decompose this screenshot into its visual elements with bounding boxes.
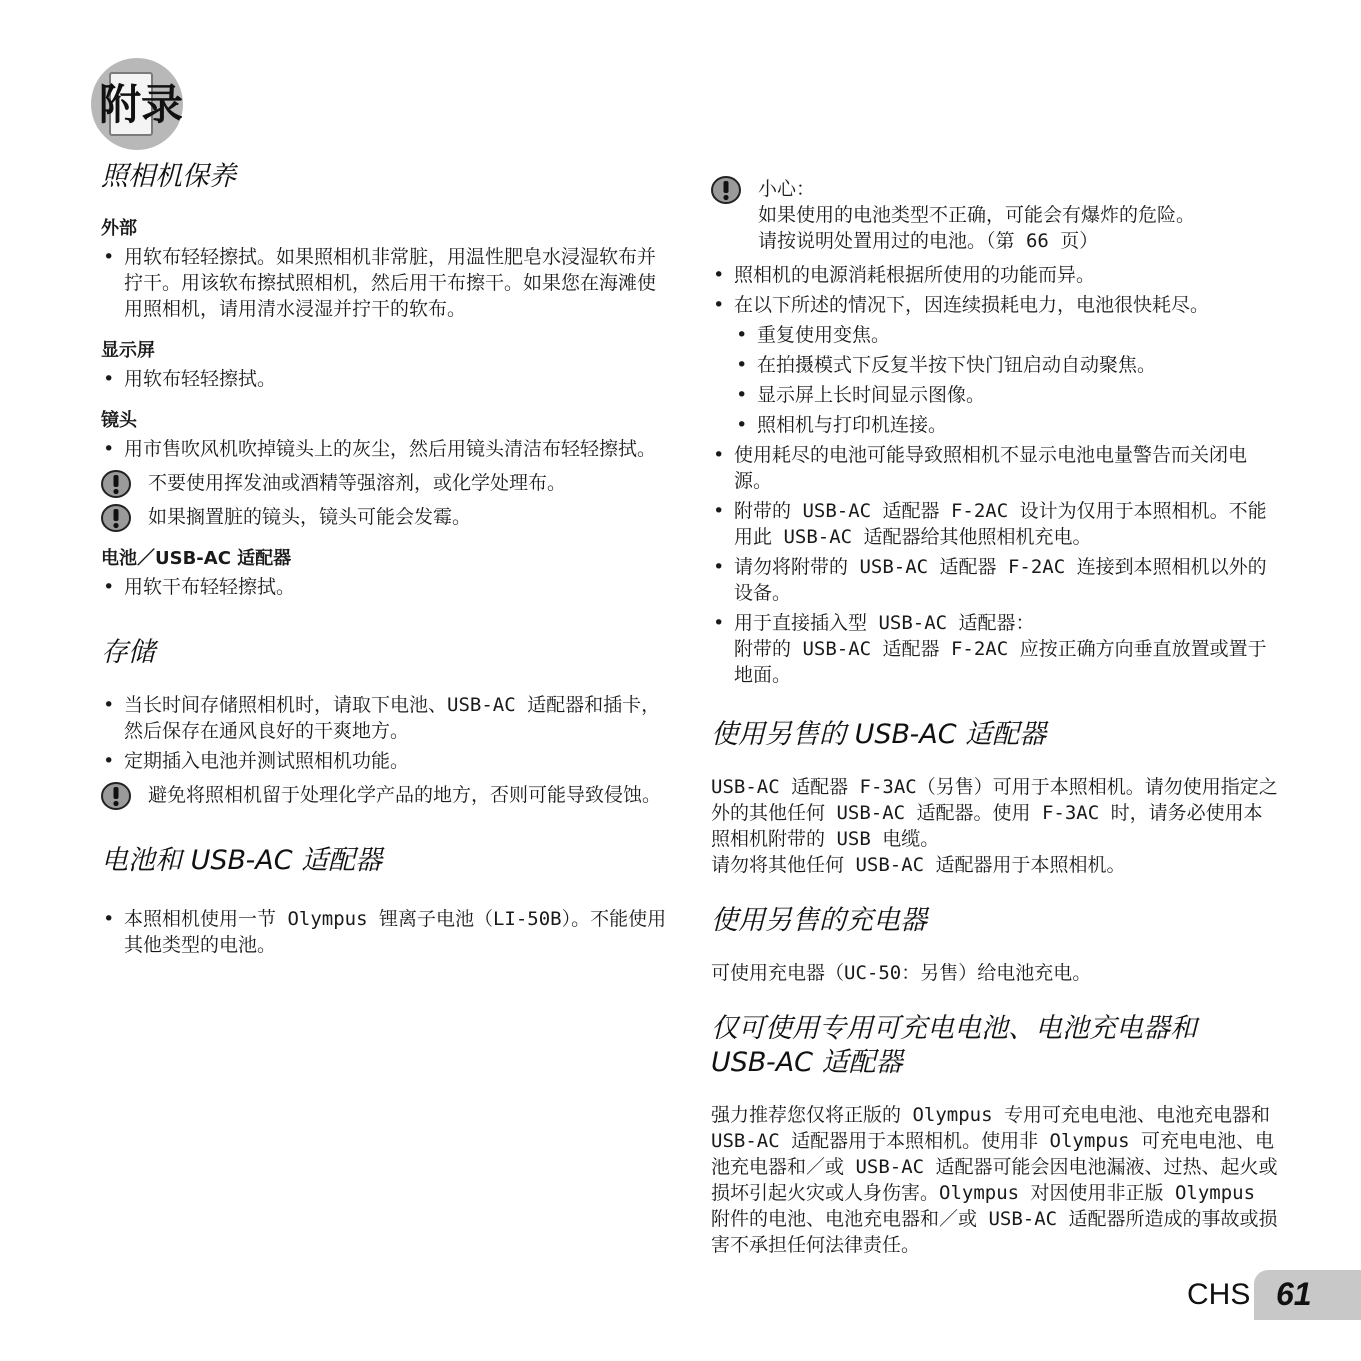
list-item: • 在以下所述的情况下，因连续损耗电力，电池很快耗尽。 <box>711 292 1281 318</box>
list-item: • 使用耗尽的电池可能导致照相机不显示电池电量警告而关闭电源。 <box>711 442 1281 494</box>
list-item: • 用软干布轻轻擦拭。 <box>101 574 671 600</box>
battery-notes-list <box>711 262 1281 318</box>
list-item: • 附带的 USB-AC 适配器 F-2AC 设计为仅用于本照相机。不能用此 USB-AC 适配器给其他照相机充电。 <box>711 498 1281 550</box>
paragraph: 强力推荐您仅将正版的 Olympus 专用可充电电池、电池充电器和 USB-AC 适配器用于本照相机。使用非 Olympus 可充电电池、电池充电器和／或 USB-AC 适配器可能会因电池漏液、过热、起火或损坏引起火灾或人身伤害。Olympus 对因使用非正版 Olympus 附件的电池、电池充电器和／或 USB-AC 适配器所造成的事故或损害不承担任何法律责任。 <box>711 1104 1278 1256</box>
right-column <box>711 168 1281 1258</box>
list-item <box>711 610 1281 688</box>
caution-note <box>101 782 671 808</box>
list-item: • 用市售吹风机吹掉镜头上的灰尘，然后用镜头清洁布轻轻擦拭。 <box>101 436 671 462</box>
caution-icon <box>101 504 131 532</box>
caution-line: 如果使用的电池类型不正确，可能会有爆炸的危险。 <box>758 204 1196 226</box>
appendix-badge <box>91 58 183 150</box>
page-number-box <box>1254 1270 1361 1320</box>
battery-notes-list-2 <box>711 442 1281 688</box>
left-column <box>101 160 671 962</box>
list-item-line: • 用于直接插入型 USB-AC 适配器： <box>734 612 1035 634</box>
caution-icon <box>711 176 741 204</box>
list-item: • 照相机的电源消耗根据所使用的功能而异。 <box>711 262 1281 288</box>
caution-icon <box>101 782 131 810</box>
caution-note <box>101 504 671 530</box>
list-item: • 当长时间存储照相机时，请取下电池、USB-AC 适配器和插卡，然后保存在通风良好的干爽地方。 <box>101 692 671 744</box>
sub-list <box>734 322 1281 438</box>
paragraph: USB-AC 适配器 F-3AC（另售）可用于本照相机。请勿使用指定之外的其他任何 USB-AC 适配器。使用 F-3AC 时，请务必使用本照相机附带的 USB 电缆。 <box>711 776 1278 850</box>
list-item: • 请勿将附带的 USB-AC 适配器 F-2AC 连接到本照相机以外的设备。 <box>711 554 1281 606</box>
battery-usbac-list <box>101 906 671 958</box>
page-number: 61 <box>1276 1276 1312 1312</box>
page-title: 附录 <box>99 80 184 129</box>
section-heading-battery-usbac: 电池和 USB-AC 适配器 <box>101 844 671 884</box>
paragraph: 可使用充电器（UC-50：另售）给电池充电。 <box>711 962 1092 984</box>
caution-text: 如果搁置脏的镜头，镜头可能会发霉。 <box>148 506 472 528</box>
caution-title: 小心： <box>758 178 816 200</box>
subheading-monitor: 显示屏 <box>101 340 155 361</box>
monitor-list <box>101 366 671 392</box>
section-heading-genuine: 仅可使用专用可充电电池、电池充电器和 USB-AC 适配器 <box>711 1012 1281 1086</box>
sub-list-item: • 照相机与打印机连接。 <box>734 412 1281 438</box>
subheading-battery-adapter: 电池／USB-AC 适配器 <box>101 548 292 569</box>
sub-list-item: • 显示屏上长时间显示图像。 <box>734 382 1281 408</box>
section-heading-care: 照相机保养 <box>101 160 671 200</box>
lens-list <box>101 436 671 462</box>
caution-text: 不要使用挥发油或酒精等强溶剂，或化学处理布。 <box>148 472 567 494</box>
caution-line: 请按说明处置用过的电池。（第 66 页） <box>758 230 1099 252</box>
caution-text: 避免将照相机留于处理化学产品的地方，否则可能导致侵蚀。 <box>148 784 662 806</box>
caution-note <box>101 470 671 496</box>
caution-note <box>711 176 1281 254</box>
section-heading-separate-adapter: 使用另售的 USB-AC 适配器 <box>711 718 1281 758</box>
list-item-line: 附带的 USB-AC 适配器 F-2AC 应按正确方向垂直放置或置于地面。 <box>734 638 1267 686</box>
caution-icon <box>101 470 131 498</box>
storage-list <box>101 692 671 774</box>
subheading-exterior: 外部 <box>101 218 137 239</box>
list-item: • 用软布轻轻擦拭。 <box>101 366 671 392</box>
list-item: • 用软布轻轻擦拭。如果照相机非常脏，用温性肥皂水浸湿软布并拧干。用该软布擦拭照相机，然后用干布擦干。如果您在海滩使用照相机，请用清水浸湿并拧干的软布。 <box>101 244 671 322</box>
paragraph: 请勿将其他任何 USB-AC 适配器用于本照相机。 <box>711 854 1126 876</box>
list-item: • 定期插入电池并测试照相机功能。 <box>101 748 671 774</box>
list-item: • 本照相机使用一节 Olympus 锂离子电池（LI-50B）。不能使用其他类型的电池。 <box>101 906 671 958</box>
section-heading-separate-charger: 使用另售的充电器 <box>711 904 1281 944</box>
battery-care-list <box>101 574 671 600</box>
subheading-lens: 镜头 <box>101 410 137 431</box>
sub-list-item: • 在拍摄模式下反复半按下快门钮启动自动聚焦。 <box>734 352 1281 378</box>
section-heading-storage: 存储 <box>101 636 671 676</box>
language-label: CHS <box>1187 1278 1251 1311</box>
sub-list-item: • 重复使用变焦。 <box>734 322 1281 348</box>
exterior-list <box>101 244 671 322</box>
